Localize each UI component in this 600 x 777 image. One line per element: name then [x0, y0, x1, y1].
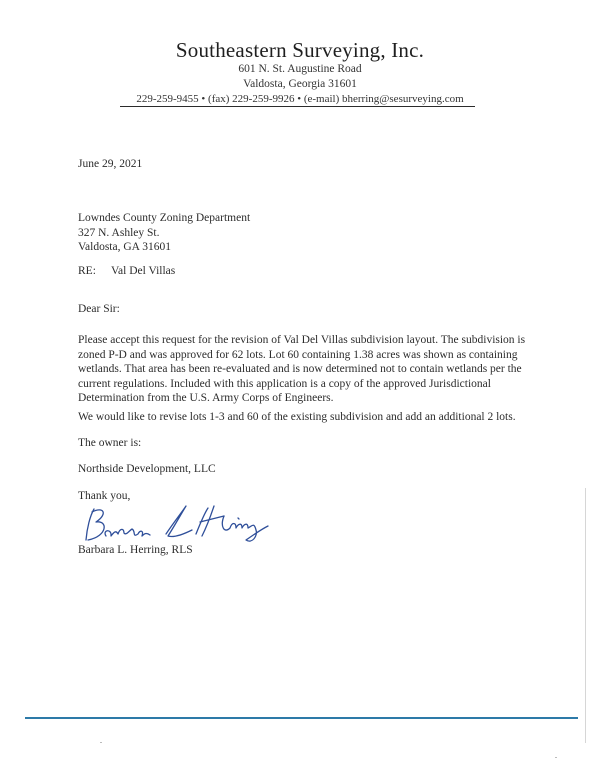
recipient-block [78, 211, 533, 255]
re-subject: Val Del Villas [111, 265, 176, 277]
owner-intro: The owner is: [78, 437, 142, 449]
page-edge-line [585, 488, 586, 743]
company-contact-line: 229-259-9455 • (fax) 229-259-9926 • (e-mail) bherring@sesurveying.com [136, 93, 464, 105]
paragraph-revision-request: Please accept this request for the revision of Val Del Villas subdivision layout. The subdivision is zoned P-D and was approved for 62 lots. Lot 60 containing 1.38 acres was shown as containing wetlands. That area has been re-evaluated and is now determined not to contain wetlands per the current regulations. Included with this application is a copy of the approved Jurisdictional Determination from the U.S. Army Corps of Engineers. [78, 334, 526, 404]
letterhead-divider [120, 106, 475, 107]
letterhead [0, 38, 600, 107]
company-name: Southeastern Surveying, Inc. [175, 38, 425, 62]
paragraph-revise-lots: We would like to revise lots 1-3 and 60 of the existing subdivision and add an additional 2 lots. [78, 411, 516, 423]
handwritten-signature [74, 500, 274, 550]
owner-name: Northside Development, LLC [78, 463, 216, 475]
re-label: RE: [78, 265, 96, 277]
footer-rule [25, 717, 578, 719]
recipient-line2: 327 N. Ashley St. [78, 226, 160, 239]
re-line [78, 264, 533, 279]
signer-name: Barbara L. Herring, RLS [78, 544, 193, 556]
company-address-line1: 601 N. St. Augustine Road [238, 63, 362, 75]
recipient-line1: Lowndes County Zoning Department [78, 212, 251, 224]
letter-date: June 29, 2021 [78, 158, 143, 170]
scan-speck [555, 757, 557, 758]
company-address-line2: Valdosta, Georgia 31601 [243, 78, 357, 90]
recipient-line3: Valdosta, GA 31601 [78, 241, 171, 253]
scan-speck [100, 742, 102, 743]
closing: Thank you, [78, 490, 131, 502]
salutation: Dear Sir: [78, 303, 120, 315]
